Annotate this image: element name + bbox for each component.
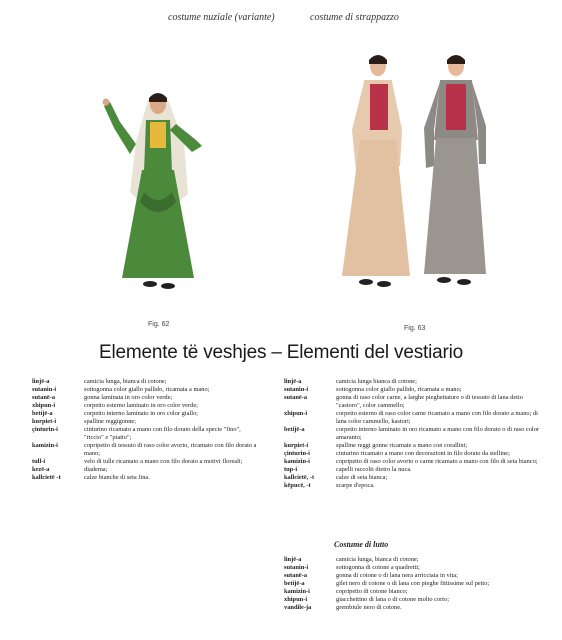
mourning-glossary xyxy=(284,556,542,612)
list-item: xhipun-i giacchettino di lana o di cotone molto corto; xyxy=(284,596,450,603)
list-item: linjë-a camicia lunga, bianca di cotone; xyxy=(32,378,167,385)
mourning-heading: Costume di lutto xyxy=(334,540,389,549)
figure-label-63: Fig. 63 xyxy=(404,325,426,332)
caption-wedding-costume: costume nuziale (variante) xyxy=(168,12,275,23)
list-item: sutanin-i sottogonna color giallo pallido, ricamata a mano; xyxy=(32,386,210,393)
list-item: këpucë, -t scarpe d'epoca. xyxy=(284,482,375,489)
left-glossary xyxy=(32,378,262,482)
right-glossary xyxy=(284,378,542,490)
caption-work-costume: costume di strappazzo xyxy=(310,12,399,23)
list-item: tull-i velo di tulle ricamato a mano con filo dorato a motivi floreali; xyxy=(32,458,243,465)
list-item: betijë-a corpetto interno laminato in oro ricamato a mano con filo dorato o di raso color amaranto; xyxy=(284,426,540,441)
list-item: betijë-a gilet nero di cotone o di lana con pieghe fittissime sul petto; xyxy=(284,580,490,587)
list-item: çinturin-i cinturino ricamato a mano con decorazioni in filo dorato da stelline; xyxy=(284,450,510,457)
list-item: sutanë-a gonna di raso color carne, a larghe pieghettature o di tessuto di lana detto "castoro", color cammello; xyxy=(284,394,523,409)
list-item: sutanin-i sottogonna di cotone a quadretti; xyxy=(284,564,420,571)
list-item: kezë-a diadema; xyxy=(32,466,108,473)
list-item: çinturin-i cinturino ricamato a mano con filo dorato della specie "fino", "riccio" e "piatto"; xyxy=(32,426,241,441)
photo-fig-62 xyxy=(96,82,216,300)
list-item: betijë-a corpetto interno laminato in oro color giallo; xyxy=(32,410,198,417)
list-item: sutanë-a gonna laminata in oro color verde; xyxy=(32,394,173,401)
list-item: kamizin-i copripetto di cotone bianco; xyxy=(284,588,408,595)
list-item: linjë-a camicia lunga bianca di cotone; xyxy=(284,378,417,385)
list-item: kurpiet-i spalline reggi gonne ricamate a mano con corallini; xyxy=(284,442,468,449)
figure-label-62: Fig. 62 xyxy=(148,321,170,328)
list-item: xhipun-i corpetto esterno di raso color carne ricamato a mano con filo dorato a mano; di lana color cammello, kastori; xyxy=(284,410,538,425)
list-item: tup-i capelli raccolti dietro la nuca. xyxy=(284,466,412,473)
list-item: kallcietë -t calze bianche di seta fina. xyxy=(32,474,150,481)
list-item: sutanë-a gonna di cotone o di lana nera arricciata in vita; xyxy=(284,572,458,579)
page-title: Elemente të veshjes – Elementi del vestiario xyxy=(98,342,463,363)
list-item: kamizin-i copripetto di tessuto di raso color avorio, ricamato con filo dorato a mano; xyxy=(32,442,257,457)
list-item: kallcietë, -t calze di seta bianca; xyxy=(284,474,388,481)
list-item: vandile-ja grembiule nero di cotone. xyxy=(284,604,402,611)
list-item: kurpiet-i spalline reggigonne; xyxy=(32,418,136,425)
list-item: sutanin-i sottogonna color giallo pallido, ricamata a mano; xyxy=(284,386,462,393)
list-item: kamizin-i copripetto di raso color avorio o carne ricamato a mano con filo di seta bianco; xyxy=(284,458,538,465)
list-item: linjë-a camicia lunga, bianca di cotone; xyxy=(284,556,419,563)
photo-fig-63 xyxy=(336,50,500,300)
list-item: xhipun-i corpetto esterno laminato in oro color verde; xyxy=(32,402,198,409)
